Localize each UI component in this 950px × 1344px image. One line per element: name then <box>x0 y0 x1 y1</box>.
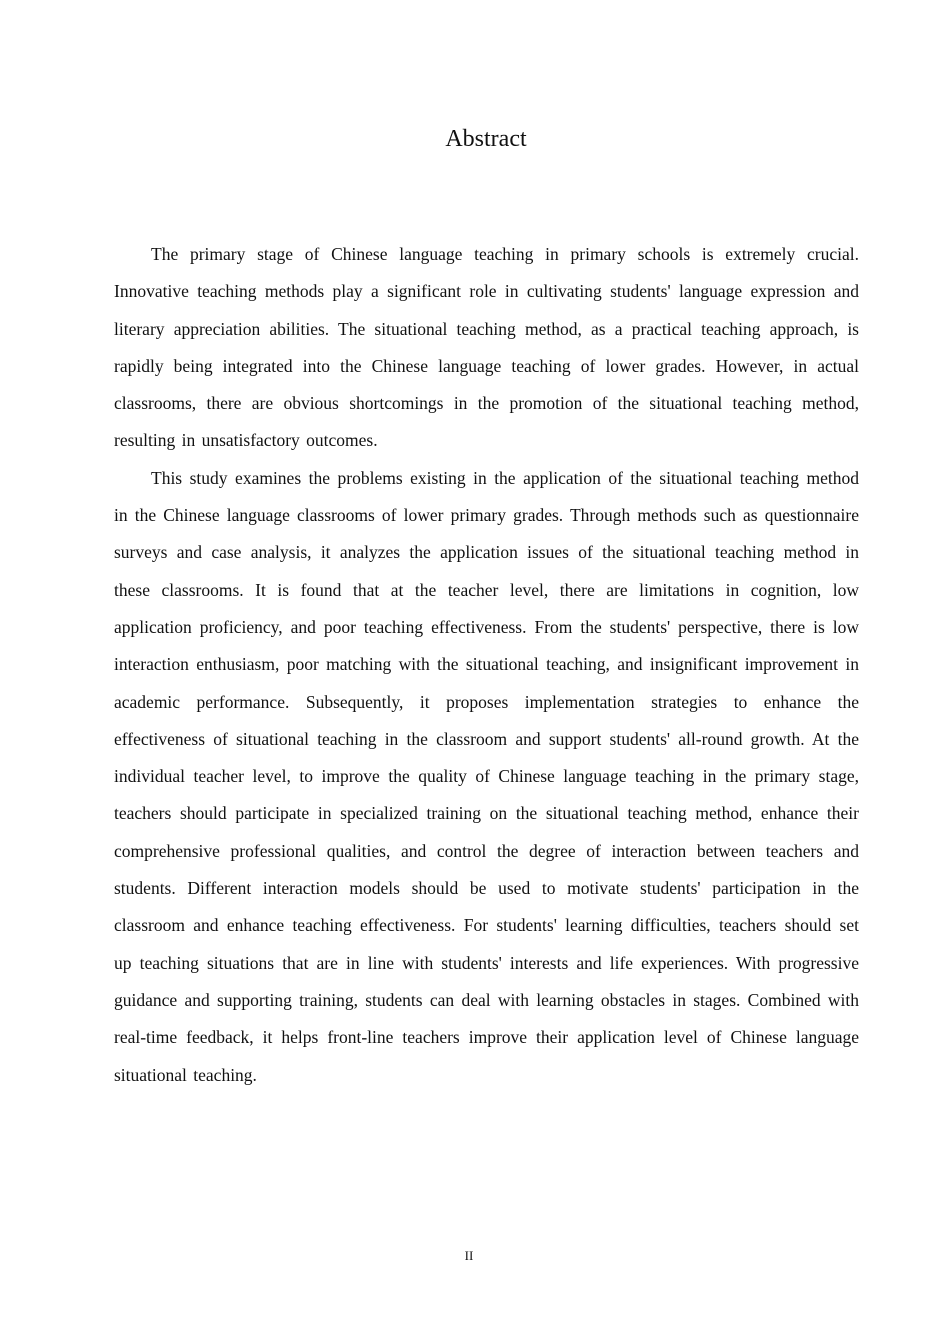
page-number: II <box>464 1248 474 1263</box>
abstract-paragraph-1: The primary stage of Chinese language teaching in primary schools is extremely crucial. Innovative teaching methods play a significant role in cultivating students' language expression and literary appreciation abilities. The situational teaching method, as a practical teaching approach, is rapidly being integrated into the Chinese language teaching of lower grades. However, in actual classrooms, there are obvious shortcomings in the promotion of the situational teaching method, resulting in unsatisfactory outcomes. <box>114 244 859 451</box>
abstract-paragraph-2: This study examines the problems existing in the application of the situational teaching method in the Chinese language classrooms of lower primary grades. Through methods such as questionnaire surveys and case analysis, it analyzes the application issues of the situational teaching method in these classrooms. It is found that at the teacher level, there are limitations in cognition, low application proficiency, and poor teaching effectiveness. From the students' perspective, there is low interaction enthusiasm, poor matching with the situational teaching, and insignificant improvement in academic performance. Subsequently, it proposes implementation strategies to enhance the effectiveness of situational teaching in the classroom and support students' all-round growth. At the individual teacher level, to improve the quality of Chinese language teaching in the primary stage, teachers should participate in specialized training on the situational teaching method, enhance their comprehensive professional qualities, and control the degree of interaction between teachers and students. Different interaction models should be used to motivate students' participation in the classroom and enhance teaching effectiveness. For students' learning difficulties, teachers should set up teaching situations that are in line with students' interests and life experiences. With progressive guidance and supporting training, students can deal with learning obstacles in stages. Combined with real-time feedback, it helps front-line teachers improve their application level of Chinese language situational teaching. <box>114 467 859 1085</box>
abstract-title: Abstract <box>445 126 527 152</box>
abstract-body <box>114 236 859 1094</box>
